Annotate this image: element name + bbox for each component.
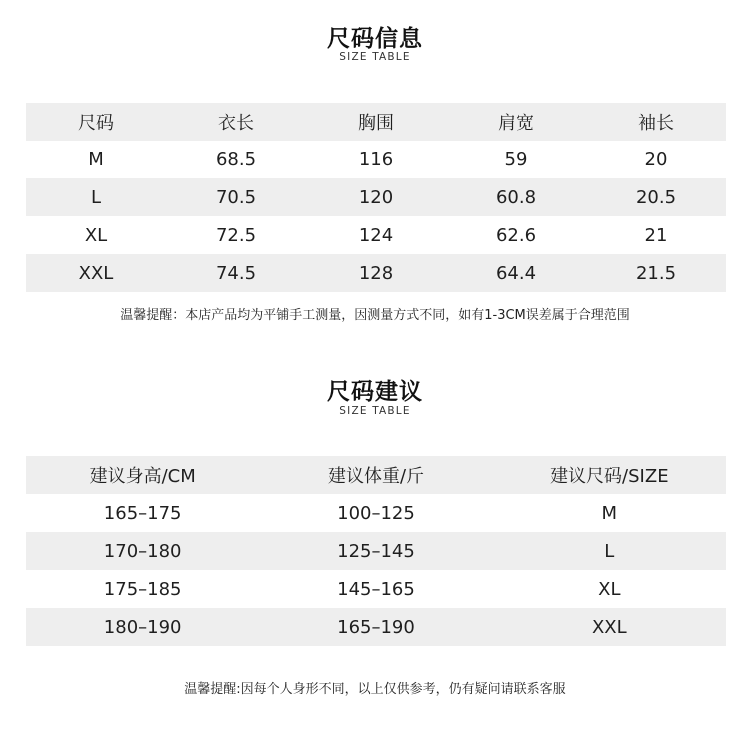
table-cell: 21.5 [635, 262, 677, 284]
table-row [26, 254, 726, 292]
measurement-note: 温馨提醒：本店产品均为平铺手工测量，因测量方式不同，如有1-3CM误差属于合理范围 [120, 308, 630, 323]
table-cell: 64.4 [495, 262, 537, 284]
table-cell: 21 [644, 224, 668, 246]
table-row [26, 178, 726, 216]
table-cell: 20.5 [635, 186, 677, 208]
table-cell: 128 [358, 262, 394, 284]
table-cell: 124 [358, 224, 394, 246]
table-cell: M [88, 148, 104, 170]
table-row [26, 216, 726, 254]
table-row [26, 532, 726, 570]
table-cell: 116 [358, 148, 394, 170]
header-length: 衣长 [218, 113, 254, 134]
table-row [26, 494, 726, 532]
header-weight: 建议体重/斤 [327, 466, 425, 487]
table-cell: 165–175 [103, 502, 182, 524]
table-cell: 175–185 [103, 578, 182, 600]
table-cell: 60.8 [495, 186, 537, 208]
table-cell: 62.6 [495, 224, 537, 246]
table-cell: XXL [591, 616, 627, 638]
header-sleeve: 袖长 [638, 113, 674, 134]
header-height: 建议身高/CM [89, 466, 196, 487]
table-cell: 72.5 [215, 224, 257, 246]
table-cell: M [601, 502, 618, 524]
header-recommended-size: 建议尺码/SIZE [550, 466, 669, 487]
table-cell: 120 [358, 186, 394, 208]
header-chest: 胸围 [358, 113, 394, 134]
table-cell: 74.5 [215, 262, 257, 284]
size-info-title: 尺码信息 [327, 26, 423, 52]
size-advice-subtitle: SIZE TABLE [339, 405, 411, 417]
size-advice-title: 尺码建议 [327, 379, 423, 405]
table-cell: 180–190 [103, 616, 182, 638]
table-cell: 125–145 [337, 540, 415, 562]
table-cell: L [604, 540, 615, 562]
table-header-row [26, 103, 726, 141]
table-cell: XL [84, 224, 108, 246]
table-header-row [26, 456, 726, 494]
table-cell: XXL [78, 262, 114, 284]
table-cell: XL [598, 578, 621, 600]
table-row [26, 140, 726, 178]
reference-note: 温馨提醒:因每个人身形不同，以上仅供参考，仍有疑问请联系客服 [184, 682, 566, 697]
header-shoulder: 肩宽 [498, 113, 534, 134]
table-cell: 20 [644, 148, 668, 170]
table-cell: 145–165 [337, 578, 415, 600]
size-info-subtitle: SIZE TABLE [339, 51, 411, 63]
header-size: 尺码 [78, 113, 114, 134]
table-row [26, 608, 726, 646]
table-cell: 68.5 [215, 148, 257, 170]
table-row [26, 570, 726, 608]
table-cell: 170–180 [103, 540, 182, 562]
table-cell: 70.5 [215, 186, 257, 208]
table-cell: 100–125 [337, 502, 415, 524]
table-cell: 59 [504, 148, 528, 170]
table-cell: L [90, 186, 102, 208]
table-cell: 165–190 [337, 616, 415, 638]
